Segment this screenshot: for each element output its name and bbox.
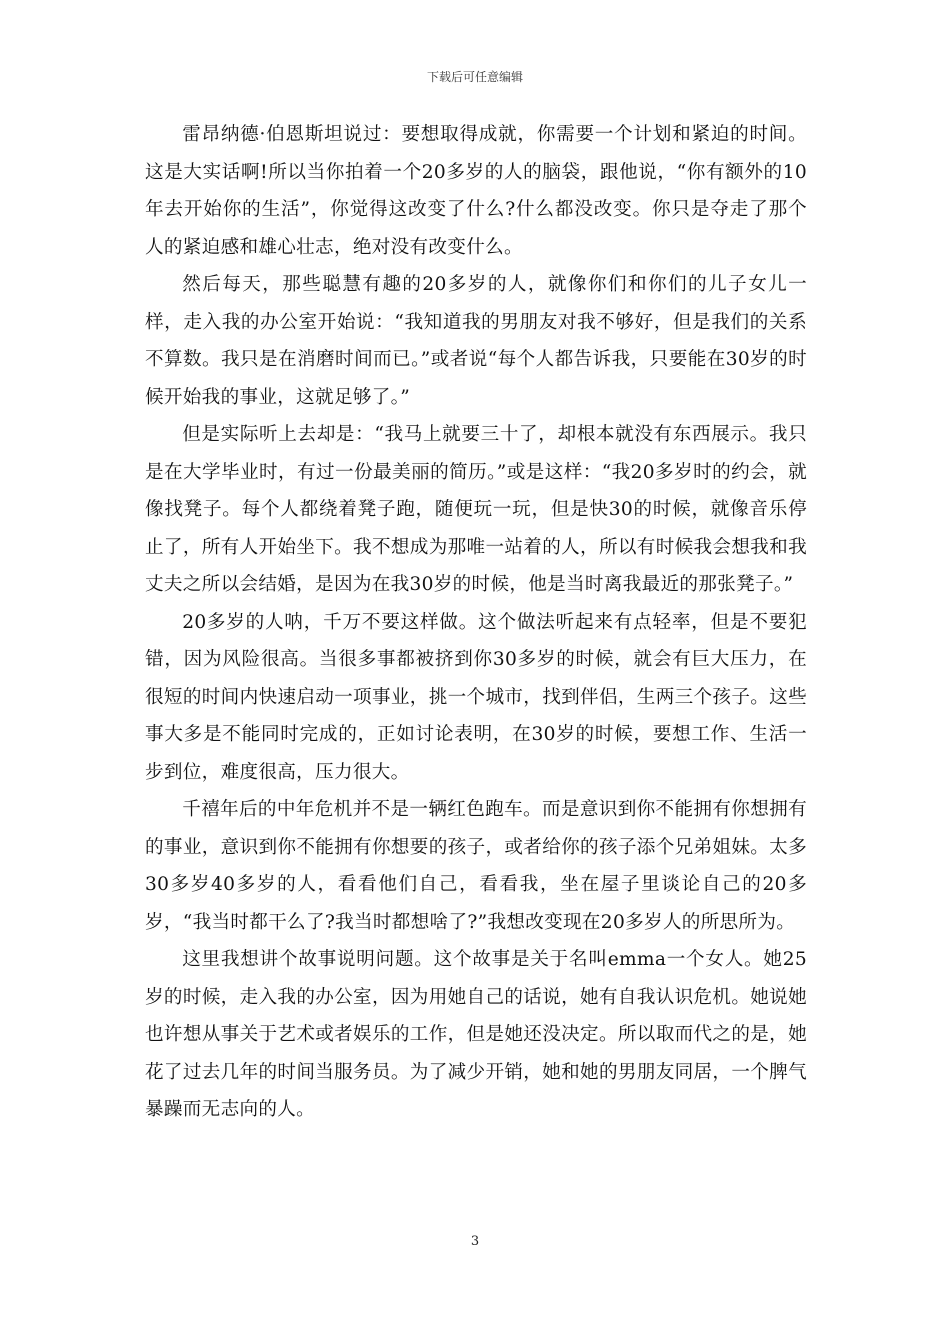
document-body [145, 116, 807, 1129]
paragraph-4: 20多岁的人呐，千万不要这样做。这个做法听起来有点轻率，但是不要犯错，因为风险很高。当很多事都被挤到你30多岁的时候，就会有巨大压力，在很短的时间内快速启动一项事业，挑一个城市，找到伴侣，生两三个孩子。这些事大多是不能同时完成的，正如讨论表明，在30岁的时候，要想工作、生活一步到位，难度很高，压力很大。 [145, 611, 807, 783]
page-number: 3 [470, 1234, 480, 1249]
paragraph-6: 这里我想讲个故事说明问题。这个故事是关于名叫emma一个女人。她25岁的时候，走入我的办公室，因为用她自己的话说，她有自我认识危机。她说她也许想从事关于艺术或者娱乐的工作，但是她还没决定。所以取而代之的是，她花了过去几年的时间当服务员。为了减少开销，她和她的男朋友同居，一个脾气暴躁而无志向的人。 [145, 949, 807, 1120]
page-header: 下载后可任意编辑 [426, 70, 523, 84]
paragraph-2: 然后每天，那些聪慧有趣的20多岁的人，就像你们和你们的儿子女儿一样，走入我的办公室开始说：“我知道我的男朋友对我不够好，但是我们的关系不算数。我只是在消磨时间而已。”或者说“每个人都告诉我，只要能在30岁的时候开始我的事业，这就足够了。” [145, 274, 807, 408]
paragraph-3: 但是实际听上去却是：“我马上就要三十了，却根本就没有东西展示。我只是在大学毕业时，有过一份最美丽的简历。”或是这样：“我20多岁时的约会，就像找凳子。每个人都绕着凳子跑，随便玩一玩，但是快30的时候，就像音乐停止了，所有人开始坐下。我不想成为那唯一站着的人，所以有时候我会想我和我丈夫之所以会结婚，是因为在我30岁的时候，他是当时离我最近的那张凳子。” [145, 424, 807, 595]
paragraph-1: 雷昂纳德·伯恩斯坦说过：要想取得成就，你需要一个计划和紧迫的时间。这是大实话啊!所以当你拍着一个20多岁的人的脑袋，跟他说，“你有额外的10年去开始你的生活”，你觉得这改变了什么?什么都没改变。你只是夺走了那个人的紧迫感和雄心壮志，绝对没有改变什么。 [145, 124, 807, 258]
paragraph-5: 千禧年后的中年危机并不是一辆红色跑车。而是意识到你不能拥有你想拥有的事业，意识到你不能拥有你想要的孩子，或者给你的孩子添个兄弟姐妹。太多30多岁40多岁的人，看看他们自己，看看我，坐在屋子里谈论自己的20多岁，“我当时都干么了?我当时都想啥了?”我想改变现在20多岁人的所思所为。 [145, 799, 807, 933]
